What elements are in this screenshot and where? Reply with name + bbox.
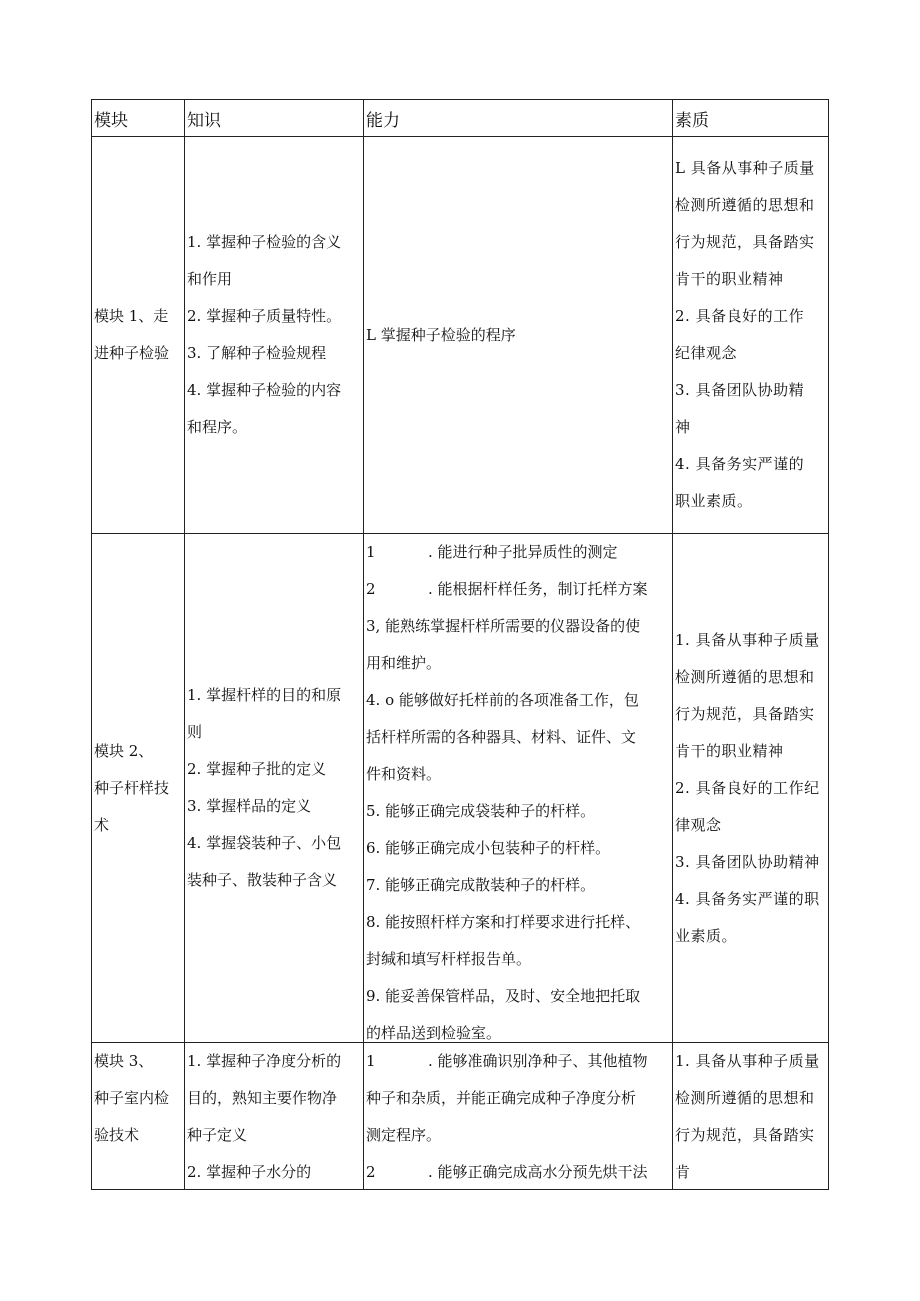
ability-num: 2 [366, 1163, 376, 1181]
quality-cell [673, 534, 829, 1043]
module-line: 种子杆样技 [94, 778, 170, 797]
knowledge-line: 4. 掌握袋装种子、小包 [187, 834, 342, 852]
knowledge-line: 2. 掌握种子质量特性。 [187, 307, 342, 325]
ability-line: 括杆样所需的各种器具、材料、证件、文 [366, 728, 637, 746]
header-knowledge: 知识 [185, 100, 364, 137]
knowledge-line: 和作用 [187, 270, 233, 288]
ability-line: 6. 能够正确完成小包装种子的杆样。 [366, 839, 611, 857]
quality-line: 肯干的职业精神 [675, 270, 784, 288]
quality-line: 检测所遵循的思想和 [675, 667, 815, 686]
knowledge-line: 1. 掌握种子净度分析的 [187, 1052, 342, 1070]
ability-line [366, 1043, 672, 1080]
curriculum-table [91, 99, 829, 1190]
module-line: 验技术 [94, 1126, 140, 1144]
ability-num: 2 [366, 580, 376, 598]
module-line: 模块 1、走 [94, 307, 169, 325]
ability-line: 用和维护。 [366, 654, 442, 672]
ability-line: 种子和杂质，并能正确完成种子净度分析 [366, 1089, 637, 1107]
table-row [92, 1043, 829, 1190]
quality-line: 业素质。 [675, 926, 738, 945]
ability-text: . 能够准确识别净种子、其他植物 [428, 1052, 648, 1070]
ability-line: 8. 能按照杆样方案和打样要求进行托样、 [366, 913, 641, 931]
ability-line: 3, 能熟练掌握杆样所需要的仪器设备的使 [366, 617, 641, 635]
ability-cell [364, 137, 673, 534]
knowledge-line: 2. 掌握种子批的定义 [187, 760, 327, 778]
ability-text: . 能够正确完成高水分预先烘干法 [428, 1163, 648, 1181]
quality-line: 肯 [675, 1163, 691, 1181]
ability-num: 1 [366, 543, 376, 561]
ability-line [366, 571, 672, 608]
knowledge-line: 2. 掌握种子水分的 [187, 1163, 312, 1181]
knowledge-cell [185, 534, 364, 1043]
header-module: 模块 [92, 100, 185, 137]
quality-line: 3. 具备团队协助精 [675, 381, 805, 399]
knowledge-line: 和程序。 [187, 418, 248, 436]
quality-line: 1. 具备从事种子质量 [675, 1052, 820, 1070]
quality-line: 纪律观念 [675, 344, 738, 362]
ability-line: 5. 能够正确完成袋装种子的杆样。 [366, 802, 596, 820]
ability-line: 件和资料。 [366, 765, 442, 783]
module-line: 模块 3、 [94, 1052, 154, 1070]
knowledge-line: 3. 了解种子检验规程 [187, 344, 327, 362]
module-line: 进种子检验 [94, 344, 170, 362]
knowledge-line: 则 [187, 723, 203, 741]
module-line: 种子室内检 [94, 1089, 170, 1107]
quality-line: 2. 具备良好的工作纪 [675, 778, 820, 797]
header-row [92, 100, 829, 137]
knowledge-cell [185, 1043, 364, 1190]
knowledge-line: 3. 掌握样品的定义 [187, 797, 312, 815]
ability-cell [364, 1043, 673, 1190]
quality-line: 4. 具备务实严谨的职 [675, 889, 820, 908]
ability-text: . 能进行种子批异质性的测定 [428, 543, 618, 561]
knowledge-cell [185, 137, 364, 534]
quality-line: 2. 具备良好的工作 [675, 307, 805, 325]
ability-num: 1 [366, 1052, 376, 1070]
quality-line: 律观念 [675, 815, 722, 834]
ability-line [366, 1154, 672, 1189]
ability-line: 7. 能够正确完成散装种子的杆样。 [366, 876, 596, 894]
quality-line: 3. 具备团队协助精神 [675, 852, 820, 871]
header-ability: 能力 [364, 100, 673, 137]
quality-line: 4. 具备务实严谨的 [675, 455, 805, 473]
ability-line [366, 534, 672, 571]
table-row [92, 534, 829, 1043]
quality-line: 行为规范，具备踏实 [675, 1126, 815, 1144]
ability-line: L 掌握种子检验的程序 [366, 325, 516, 344]
ability-line: 封缄和填写杆样报告单。 [366, 950, 532, 968]
module-line: 模块 2、 [94, 741, 154, 760]
quality-line: 行为规范，具备踏实 [675, 233, 815, 251]
quality-line: 1. 具备从事种子质量 [675, 630, 820, 649]
quality-line: 神 [675, 418, 691, 436]
quality-line: 职业素质。 [675, 492, 753, 510]
header-quality: 素质 [673, 100, 829, 137]
ability-line: 4. o 能够做好托样前的各项准备工作，包 [366, 691, 639, 709]
table-row [92, 137, 829, 534]
quality-line: 检测所遵循的思想和 [675, 1089, 815, 1107]
quality-line: 行为规范，具备踏实 [675, 704, 815, 723]
module-cell [92, 137, 185, 534]
quality-line: 检测所遵循的思想和 [675, 196, 815, 214]
knowledge-line: 装种子、散装种子含义 [187, 871, 338, 889]
quality-line: 肯干的职业精神 [675, 741, 784, 760]
knowledge-line: 目的，熟知主要作物净 [187, 1089, 338, 1107]
quality-cell [673, 1043, 829, 1190]
ability-text: . 能根据杆样任务，制订托样方案 [428, 580, 648, 598]
ability-cell [364, 534, 673, 1043]
knowledge-line: 1. 掌握杆样的目的和原 [187, 686, 342, 704]
ability-line: 测定程序。 [366, 1126, 442, 1144]
quality-line: L 具备从事种子质量 [675, 159, 815, 177]
ability-line: 9. 能妥善保管样品，及时、安全地把托取 [366, 987, 641, 1005]
module-line: 术 [94, 815, 110, 834]
module-cell [92, 534, 185, 1043]
quality-cell [673, 137, 829, 534]
module-cell [92, 1043, 185, 1190]
ability-list [366, 534, 672, 1042]
knowledge-line: 种子定义 [187, 1126, 248, 1144]
ability-line: 的样品送到检验室。 [366, 1024, 502, 1042]
knowledge-line: 1. 掌握种子检验的含义 [187, 233, 342, 251]
knowledge-line: 4. 掌握种子检验的内容 [187, 381, 342, 399]
